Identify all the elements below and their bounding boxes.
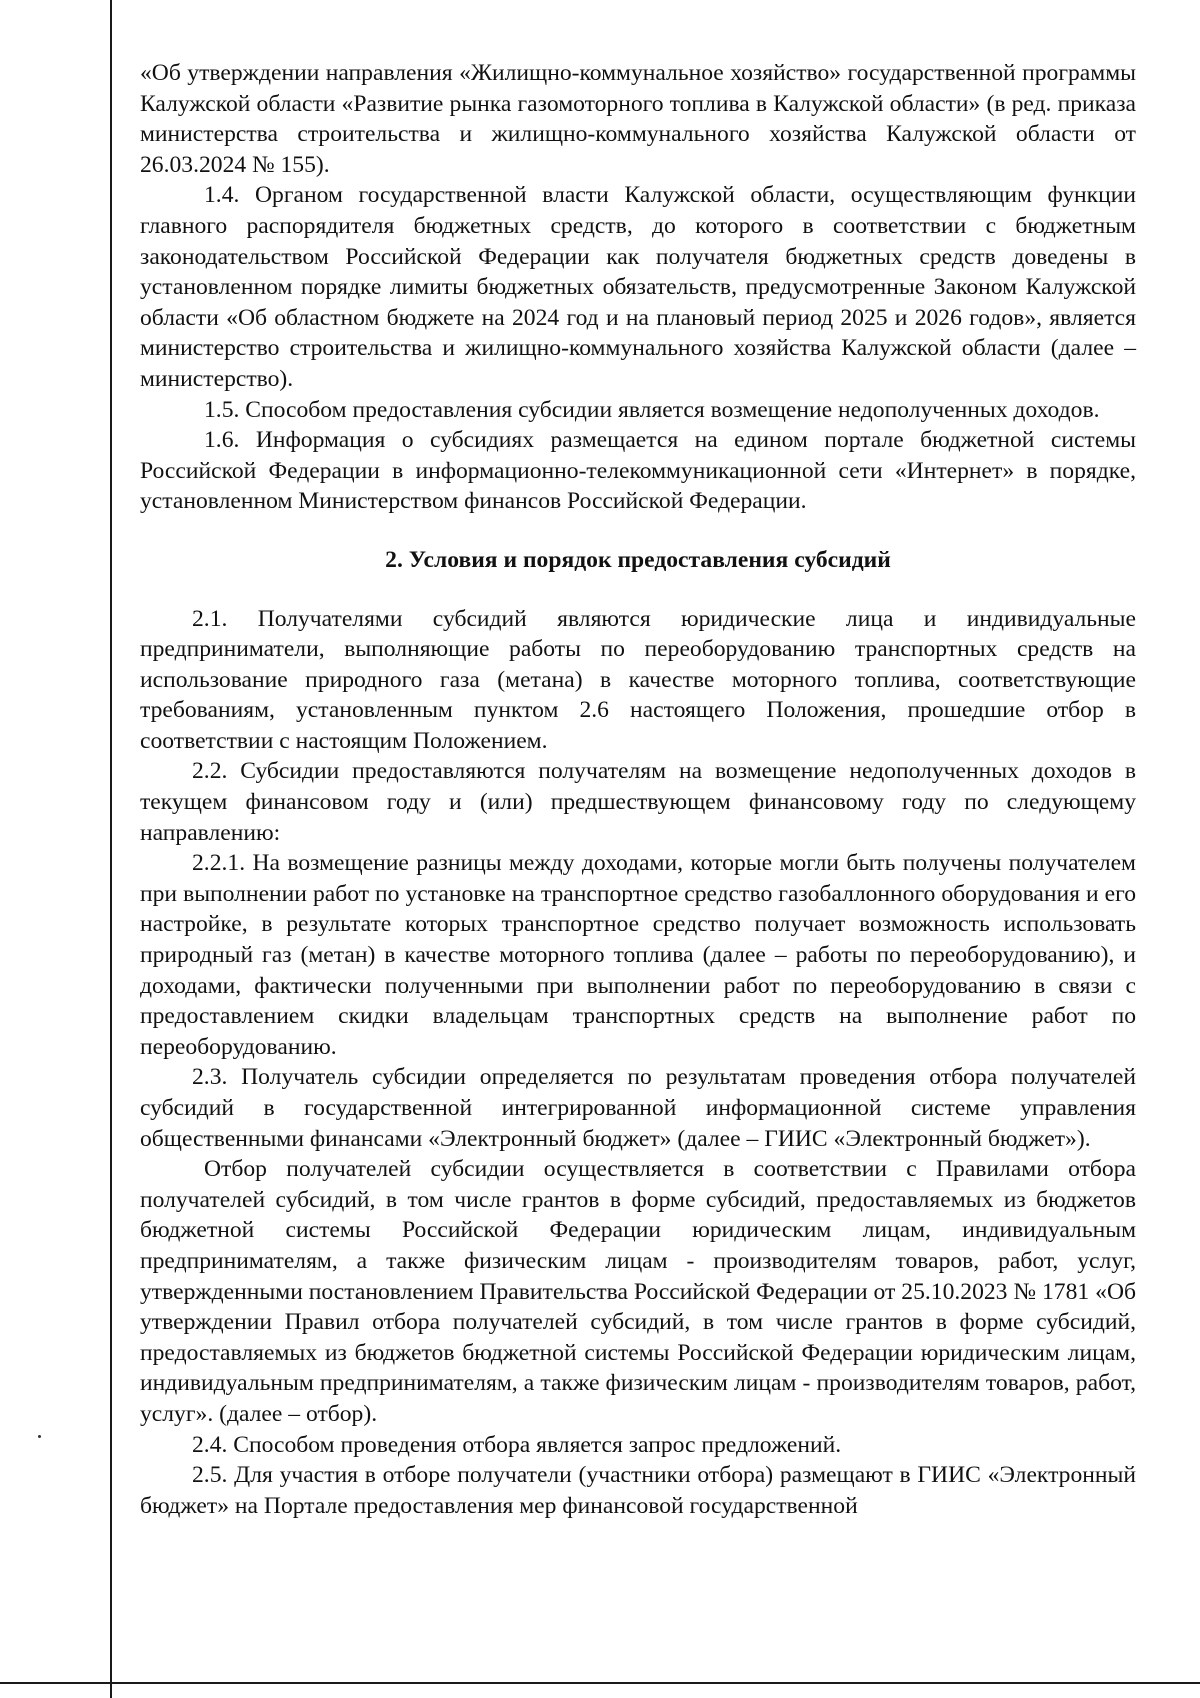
paragraph-1-6: 1.6. Информация о субсидиях размещается на едином портале бюджетной системы Российской Федерации в информационно-телекоммуникационной сети «Интернет» в порядке, установленном Министерством финансов Российской Федерации. [140, 427, 1136, 515]
paragraph-2-1: 2.1. Получателями субсидий являются юридические лица и индивидуальные предприниматели, выполняющие работы по переоборудованию транспортных средств на использование природного газа (метана) в качестве моторного топлива, соответствующие требованиям, установленным пунктом 2.6 настоящего Положения, прошедшие отбор в соответствии с настоящим Положением. [140, 605, 1136, 754]
paragraph-2-2-1: 2.2.1. На возмещение разницы между доходами, которые могли быть получены получателем при выполнении работ по установке на транспортное средство газобаллонного оборудования и его настройке, в результате которых транспортное средство получает возможность использовать природный газ (метан) в качестве моторного топлива (далее – работы по переоборудованию), и доходами, фактически полученными при выполнении работ по переоборудованию в связи с предоставлением скидки владельцам транспортных средств на выполнение работ по переоборудованию. [140, 850, 1136, 1060]
paragraph-selection-rules: Отбор получателей субсидии осуществляется в соответствии с Правилами отбора получателей субсидий, в том числе грантов в форме субсидий, предоставляемых из бюджетов бюджетной системы Российской Федерации юридическим лицам, индивидуальным предпринимателям, а также физическим лицам - производителям товаров, работ, услуг, утвержденными постановлением Правительства Российской Федерации от 25.10.2023 № 1781 «Об утверждении Правил отбора получателей субсидий, в том числе грантов в форме субсидий, предоставляемых из бюджетов бюджетной системы Российской Федерации юридическим лицам, индивидуальным предпринимателям, а также физическим лицам - производителям товаров, работ, услуг». (далее – отбор). [140, 1156, 1136, 1427]
scan-speck [38, 1435, 41, 1438]
document-page [140, 58, 1136, 1521]
section-heading: 2. Условия и порядок предоставления субсидий [385, 546, 891, 573]
paragraph-1-4: 1.4. Органом государственной власти Калужской области, осуществляющим функции главного распорядителя бюджетных средств, до которого в соответствии с бюджетным законодательством Российской Федерации как получателя бюджетных средств доведены в установленном порядке лимиты бюджетных обязательств, предусмотренные Законом Калужской области «Об областном бюджете на 2024 год и на плановый период 2025 и 2026 годов», является министерство строительства и жилищно-коммунального хозяйства Калужской области (далее – министерство). [140, 182, 1136, 392]
scan-left-border-line [110, 0, 112, 1698]
paragraph-2-5: 2.5. Для участия в отборе получатели (участники отбора) размещают в ГИИС «Электронный бюджет» на Портале предоставления мер финансовой государственной [140, 1462, 1136, 1519]
paragraph-1-5: 1.5. Способом предоставления субсидии является возмещение недополученных доходов. [204, 396, 1100, 423]
scan-bottom-border-line [0, 1682, 1200, 1684]
paragraph-2-4: 2.4. Способом проведения отбора является запрос предложений. [192, 1431, 842, 1458]
paragraph-continuation: «Об утверждении направления «Жилищно-коммунальное хозяйство» государственной программы Калужской области «Развитие рынка газомоторного топлива в Калужской области» (в ред. приказа министерства строительства и жилищно-коммунального хозяйства Калужской области от 26.03.2024 № 155). [140, 60, 1136, 178]
paragraph-2-3: 2.3. Получатель субсидии определяется по результатам проведения отбора получателей субсидий в государственной интегрированной информационной системе управления общественными финансами «Электронный бюджет» (далее – ГИИС «Электронный бюджет»). [140, 1064, 1136, 1152]
paragraph-2-2: 2.2. Субсидии предоставляются получателям на возмещение недополученных доходов в текущем финансовом году и (или) предшествующем финансовому году по следующему направлению: [140, 758, 1136, 846]
